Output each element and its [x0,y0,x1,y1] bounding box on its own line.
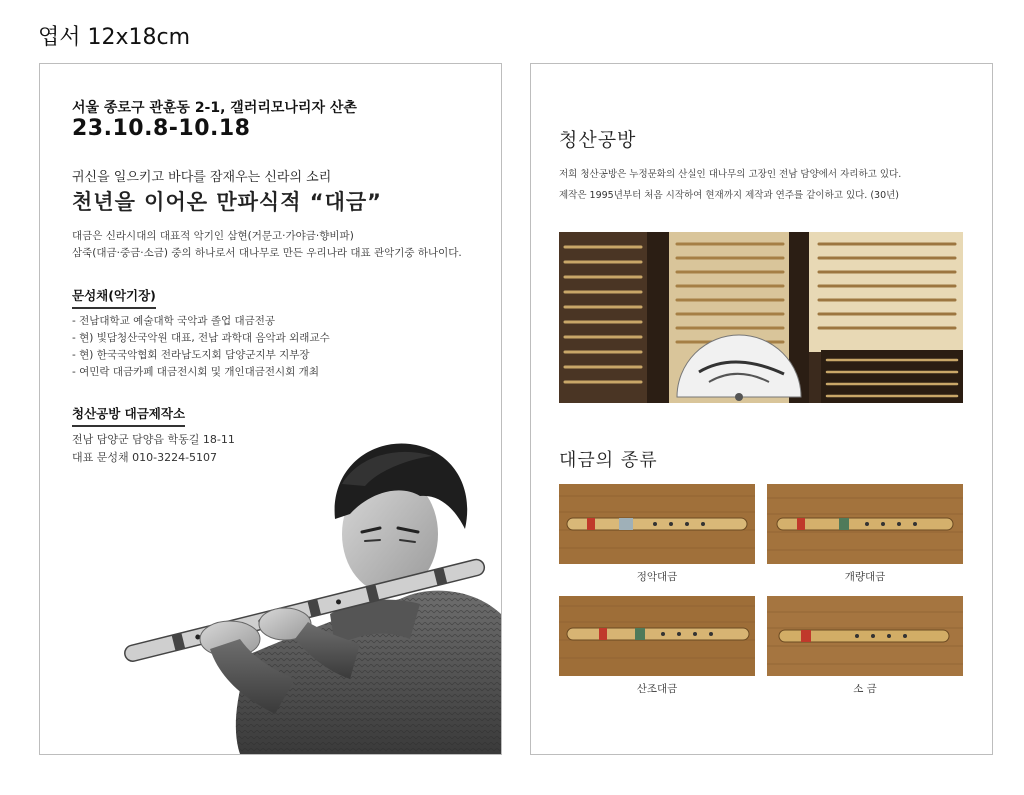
type-label: 개량대금 [844,571,886,583]
desc-line: 저희 청산공방은 누정문화의 산실인 대나무의 고장인 전남 담양에서 자리하고 있다. [559,169,902,180]
daegeum-photo [559,484,755,564]
daegeum-player-photo [80,424,501,754]
headline: 천년을 이어온 만파식적 “대금” [72,190,382,214]
intro-line: 삼죽(대금·중금·소금) 중의 하나로서 대나무로 만든 우리나라 대표 관악기중 하나이다. [72,247,462,259]
bio-item: - 여민락 대금카페 대금전시회 및 개인대금전시회 개최 [72,366,319,378]
postcard-back [530,63,993,755]
workshop-description [559,164,979,206]
page-title: 엽서 12x18cm [38,25,191,50]
subheadline: 귀신을 일으키고 바다를 잠재우는 신라의 소리 [72,170,332,185]
type-label: 정악대금 [636,571,678,583]
type-card [559,484,755,584]
artist-bio-list [72,313,330,381]
daegeum-photo [559,596,755,676]
type-card [767,484,963,584]
types-title: 대금의 종류 [559,450,658,471]
daegeum-photo [767,484,963,564]
bio-item: - 전남대학교 예술대학 국악과 졸업 대금전공 [72,315,276,327]
artist-title: 문성채(악기장) [72,286,156,309]
type-card [767,596,963,696]
bio-item: - 현) 한국국악협회 전라남도지회 담양군지부 지부장 [72,349,310,361]
intro-line: 대금은 신라시대의 대표적 악기인 삼현(거문고·가야금·향비파) [72,230,354,242]
exhibition-dates: 23.10.8-10.18 [72,116,251,141]
type-label: 소 금 [853,683,877,695]
intro-paragraph [72,228,492,262]
workshop-gallery-photo [559,232,963,403]
workshop-title: 청산공방 대금제작소 [72,404,185,427]
desc-line: 제작은 1995년부터 처음 시작하여 현재까지 제작과 연주를 같이하고 있다. (30년) [559,190,900,201]
postcard-front [39,63,502,755]
workshop-address: 전남 담양군 담양읍 학동길 18-11 [72,433,235,446]
workshop-contact: 대표 문성채 010-3224-5107 [72,451,218,464]
venue-text: 서울 종로구 관훈동 2-1, 갤러리모나리자 산촌 [72,100,357,116]
workshop-name: 청산공방 [559,129,637,151]
type-label: 산조대금 [636,683,678,695]
daegeum-photo [767,596,963,676]
bio-item: - 현) 빛담청산국악원 대표, 전남 과학대 음악과 외래교수 [72,332,330,344]
type-card [559,596,755,696]
